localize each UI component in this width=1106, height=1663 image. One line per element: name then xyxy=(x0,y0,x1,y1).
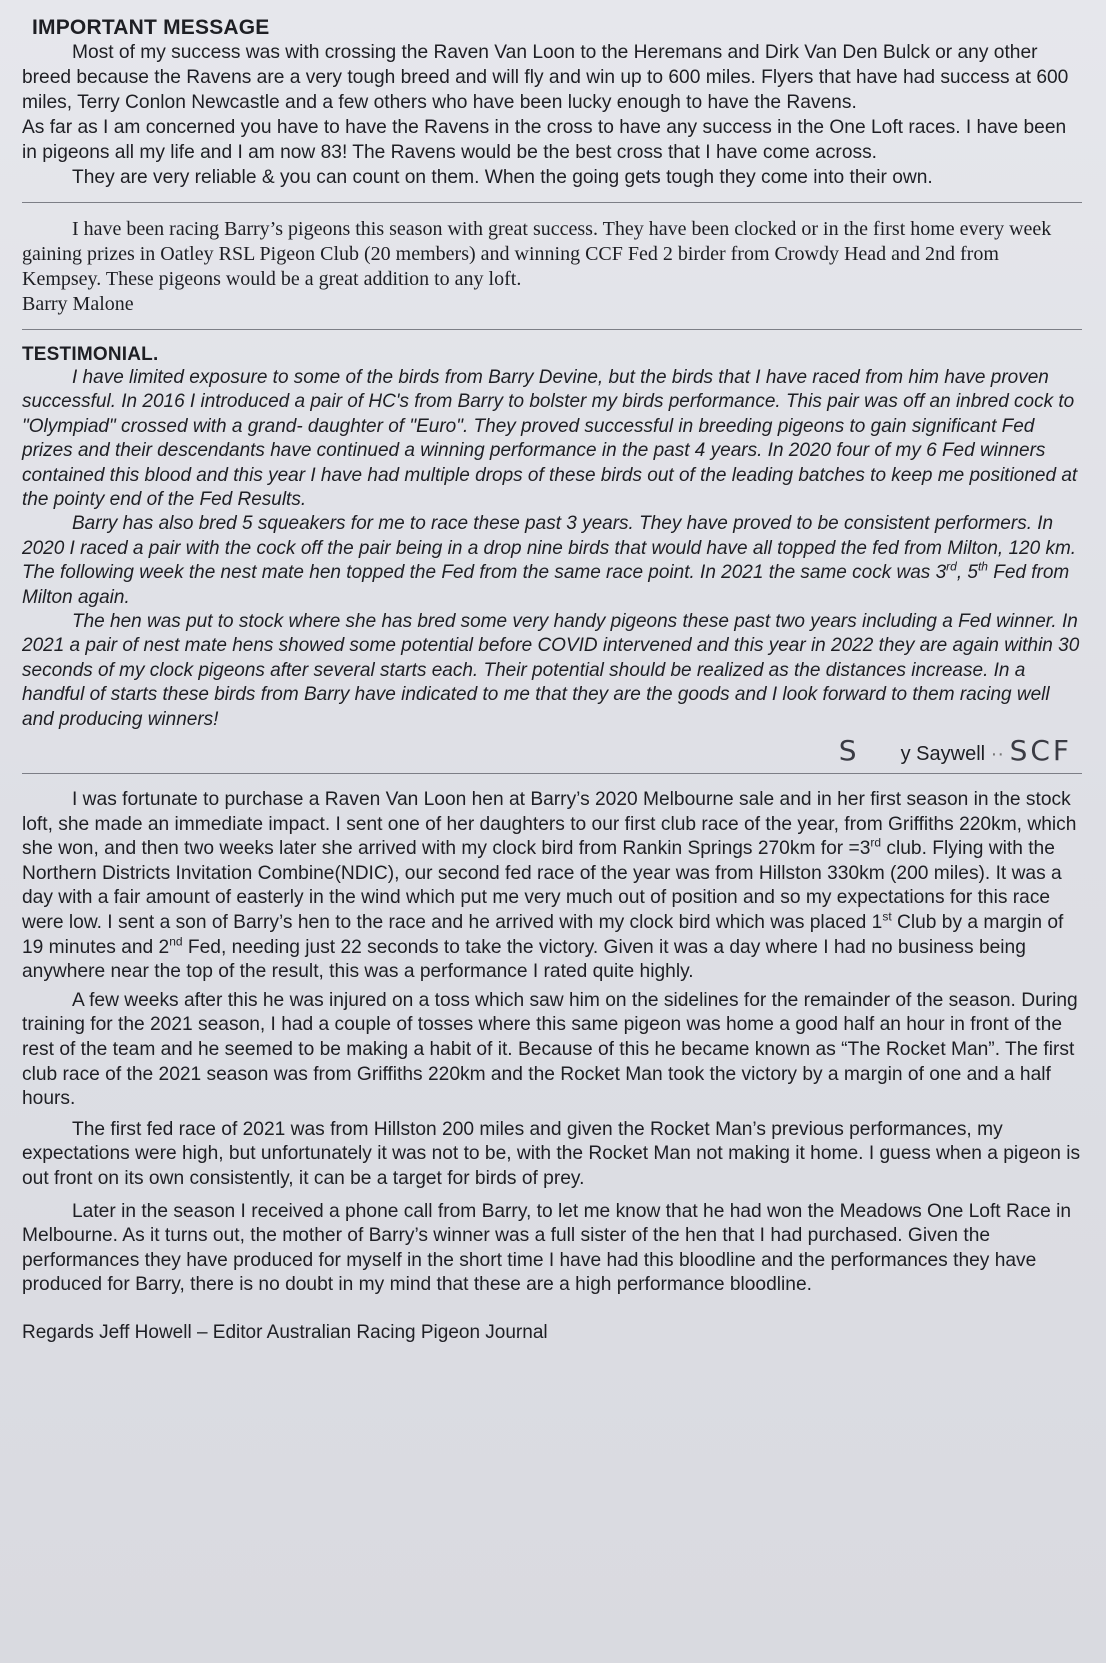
message-paragraph-1: Most of my success was with crossing the Raven Van Loon to the Heremans and Dirk Van Den Bulck or any other breed because the Ravens are a very tough breed and will fly and win up to 600 miles. Flyers that have had success at 600 miles, Terry Conlon Newcastle and a few others who have been lucky enough to have the Ravens. xyxy=(22,42,1069,113)
text-run: Fed, needing just 22 seconds to take the victory. Given it was a day where I had no business being anywhere near the top of the result, this was a performance I rated quite highly. xyxy=(22,936,1026,983)
divider xyxy=(22,329,1082,330)
testimonial-paragraph-2 xyxy=(22,512,1082,610)
superscript: th xyxy=(977,559,988,574)
malone-section xyxy=(22,217,1082,317)
howell-paragraph-4: Later in the season I received a phone call from Barry, to let me know that he had won the Meadows One Loft Race in Melbourne. As it turns out, the mother of Barry’s winner was a full sister of the hen that I had purchased. Given the performances they have produced for myself in the short time I have had this bloodline and the performances they have produced for Barry, there is no doubt in my mind that these are a high performance bloodline. xyxy=(22,1200,1072,1296)
malone-paragraph: I have been racing Barry’s pigeons this season with great success. They have been clocked or in the first home every week gaining prizes in Oatley RSL Pigeon Club (20 members) and winning CCF Fed 2 birder from Crowdy Head and 2nd from Kempsey. These pigeons would be a great addition to any loft. xyxy=(22,218,1052,290)
howell-paragraph-1 xyxy=(22,788,1082,985)
text-run: I was fortunate to purchase a Raven Van Loon hen at Barry’s 2020 Melbourne sale and in her first season in the stock loft, she made an immediate impact. I sent one of her daughters to our first club race of the year, from Griffiths 220km, which she won, and then two weeks later she arrived with my clock bird from Rankin Springs 270km for =3 xyxy=(22,789,1077,860)
message-paragraph-2: As far as I am concerned you have to have the Ravens in the cross to have any success in the One Loft races. I have been in pigeons all my life and I am now 83! The Ravens would be the best cross that I have come across. xyxy=(22,117,1067,163)
superscript: rd xyxy=(870,835,882,850)
text-run: Barry has also bred 5 squeakers for me to race these past 3 years. They have proved to be consistent performers. In 2020 I raced a pair with the cock off the pair being in a drop nine birds that would have all topped the fed from Milton, 120 km. The following week the nest mate hen topped the Fed from the same race point. In 2021 the same cock was 3 xyxy=(22,513,1077,584)
important-message-section xyxy=(22,16,1082,190)
testimonial-section xyxy=(22,344,1082,767)
text-run: Fed from Milton again. xyxy=(22,562,1070,608)
superscript: nd xyxy=(169,934,183,949)
signature-mark: SCF xyxy=(1009,734,1072,768)
text-run: , 5 xyxy=(956,562,978,584)
important-message-heading: IMPORTANT MESSAGE xyxy=(32,16,270,39)
superscript: rd xyxy=(946,559,957,574)
regards-line: Regards Jeff Howell – Editor Australian Racing Pigeon Journal xyxy=(22,1321,548,1343)
divider xyxy=(22,202,1082,203)
testimonial-signature: S y Saywell ·· SCF xyxy=(838,734,1072,768)
howell-paragraph-3: The first fed race of 2021 was from Hillston 200 miles and given the Rocket Man’s previous performances, my expectations were high, but unfortunately it was not to be, with the Rocket Man not making it home. I guess when a pigeon is out front on its own consistently, it can be a target for birds of prey. xyxy=(22,1118,1081,1189)
text-run: club. Flying with the Northern Districts Invitation Combine(NDIC), our second fed race of the year was from Hillston 330km (200 miles). It was a day with a fair amount of easterly in the wind which put me very much out of position and so my expectations for this race were low. I sent a son of Barry’s hen to the race and he arrived with my clock bird which was placed 1 xyxy=(22,838,1062,934)
signature-initial: S xyxy=(838,734,860,768)
divider xyxy=(22,773,1082,774)
testimonial-paragraph-3: The hen was put to stock where she has bred some very handy pigeons these past two years including a Fed winner. In 2021 a pair of nest mate hens showed some potential before COVID intervened and this year in 2022 they are again within 30 seconds of my clock pigeons after several starts each. Their potential should be realized as the distances increase. In a handful of starts these birds from Barry have indicated to me that they are the goods and I look forward to them racing well and producing winners! xyxy=(22,611,1080,730)
howell-section xyxy=(22,788,1082,1344)
testimonial-paragraph-1: I have limited exposure to some of the birds from Barry Devine, but the birds that I have raced from him have proven successful. In 2016 I introduced a pair of HC's from Barry to bolster my birds performance. This pair was off an inbred cock to "Olympiad" crossed with a grand- daughter of "Euro". They proved successful in breeding pigeons to gain significant Fed prizes and their descendants have continued a winning performance in the past 4 years. In 2020 four of my 6 Fed winners contained this blood and this year I have had multiple drops of these birds out of the leading batches to keep me positioned at the pointy end of the Fed Results. xyxy=(22,367,1078,511)
signature-name: y Saywell xyxy=(900,743,986,766)
message-paragraph-3: They are very reliable & you can count on them. When the going gets tough they come into their own. xyxy=(72,167,933,188)
malone-name: Barry Malone xyxy=(22,293,134,315)
howell-paragraph-2: A few weeks after this he was injured on a toss which saw him on the sidelines for the remainder of the season. During training for the 2021 season, I had a couple of tosses where this same pigeon was home a good half an hour in front of the rest of the team and he seemed to be making a habit of it. Because of this he became known as “The Rocket Man”. The first club race of the 2021 season was from Griffiths 220km and the Rocket Man took the victory by a margin of one and a half hours. xyxy=(22,989,1078,1110)
testimonial-heading: TESTIMONIAL. xyxy=(22,344,159,365)
superscript: st xyxy=(882,909,892,924)
text-run: Club by a margin of 19 minutes and 2 xyxy=(22,912,1064,958)
